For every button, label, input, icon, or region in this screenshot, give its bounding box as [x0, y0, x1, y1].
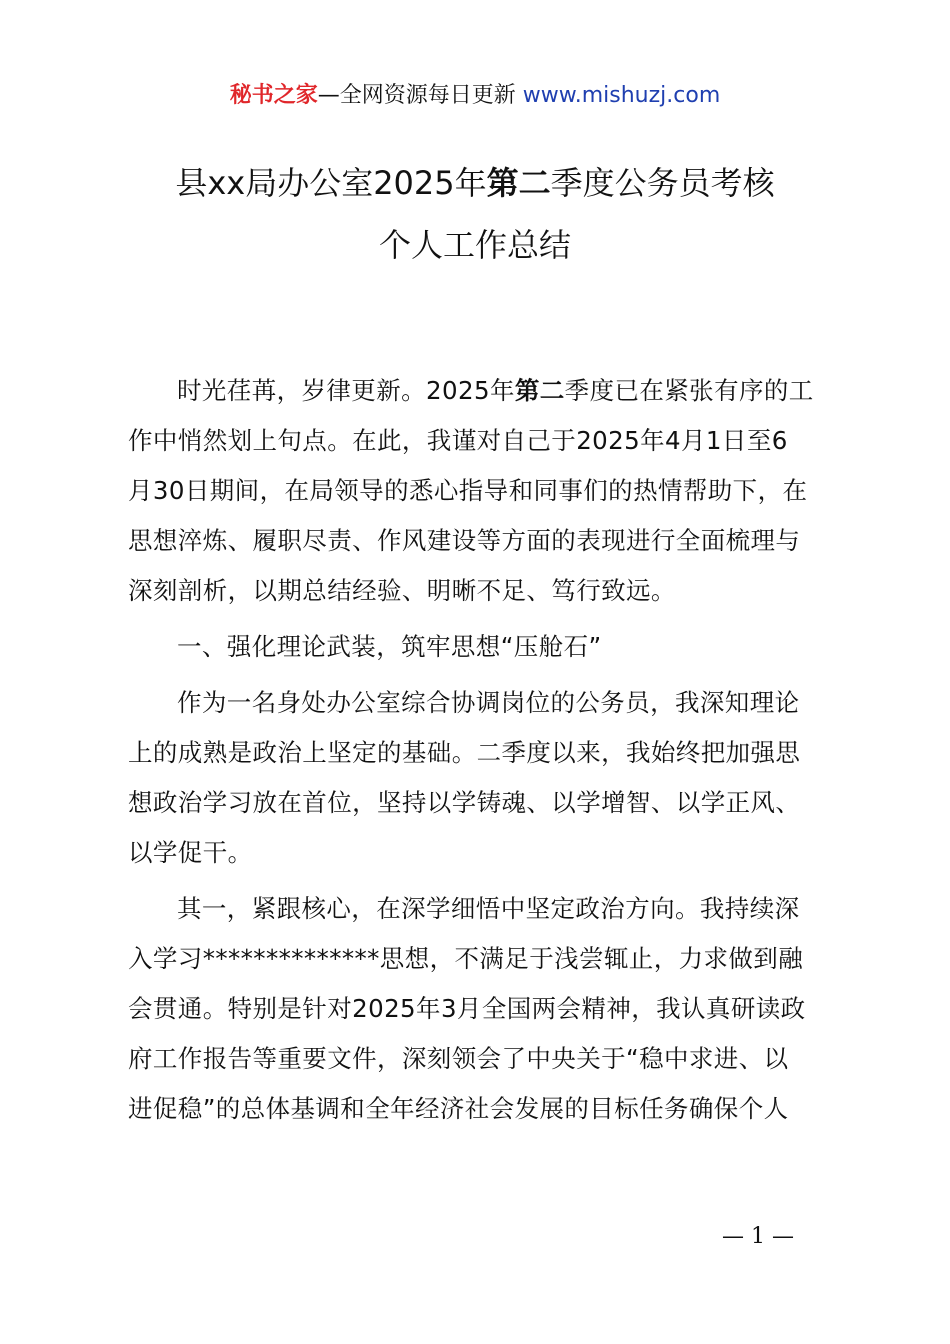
- title-line-1-prefix: 县xx局办公室2025年: [175, 164, 487, 202]
- paragraph-line: 会贯通。特别是针对2025年3月全国两会精神，我认真研读政: [128, 994, 806, 1023]
- title-line-1-suffix: 季度公务员考核: [550, 164, 775, 202]
- paragraph-line: [128, 366, 832, 416]
- paragraph-emphasis: 第二: [514, 376, 565, 405]
- paragraph-line: 想政治学习放在首位，坚持以学铸魂、以学增智、以学正风、: [128, 788, 801, 817]
- document-title: [60, 152, 890, 276]
- paragraph-line: 府工作报告等重要文件，深刻领会了中央关于“稳中求进、以: [128, 1044, 789, 1073]
- paragraph-line: 其一，紧跟核心，在深学细悟中坚定政治方向。我持续深: [177, 894, 800, 923]
- paragraph-line: 作为一名身处办公室综合协调岗位的公务员，我深知理论: [177, 688, 800, 717]
- section-heading-1: 一、强化理论武装，筑牢思想“压舱石”: [177, 632, 602, 661]
- paragraph-line: 上的成熟是政治上坚定的基础。二季度以来，我始终把加强思: [128, 738, 801, 767]
- title-line-2: 个人工作总结: [378, 226, 571, 264]
- brand-name: 秘书之家: [229, 83, 318, 108]
- paragraph-line: 入学习**************思想，不满足于浅尝辄止，力求做到融: [128, 944, 804, 973]
- paragraph-line: 思想淬炼、履职尽责、作风建设等方面的表现进行全面梳理与: [128, 526, 801, 555]
- site-header: [0, 80, 950, 112]
- paragraph-line: 以学促干。: [128, 838, 253, 867]
- paragraph-core: [128, 884, 832, 1134]
- paragraph-study: [128, 678, 832, 878]
- paragraph-text-prefix: 时光荏苒，岁律更新。2025年: [177, 376, 515, 405]
- header-tagline: —全网资源每日更新: [317, 83, 516, 108]
- paragraph-line: 月30日期间，在局领导的悉心指导和同事们的热情帮助下，在: [128, 476, 808, 505]
- paragraph-line: 深刻剖析，以期总结经验、明晰不足、笃行致远。: [128, 576, 676, 605]
- title-line-1-emphasis: 第二: [486, 164, 551, 202]
- document-body: [128, 366, 832, 1134]
- page-number: — 1 —: [722, 1224, 794, 1249]
- site-url-link[interactable]: www.mishuzj.com: [522, 83, 721, 108]
- paragraph-line: 进促稳”的总体基调和全年经济社会发展的目标任务确保个人: [128, 1094, 789, 1123]
- paragraph-intro: [128, 366, 832, 616]
- title-line-1: [60, 152, 890, 214]
- paragraph-line: 作中悄然划上句点。在此，我谨对自己于2025年4月1日至6: [128, 426, 788, 455]
- paragraph-text-suffix: 季度已在紧张有序的工: [564, 376, 814, 405]
